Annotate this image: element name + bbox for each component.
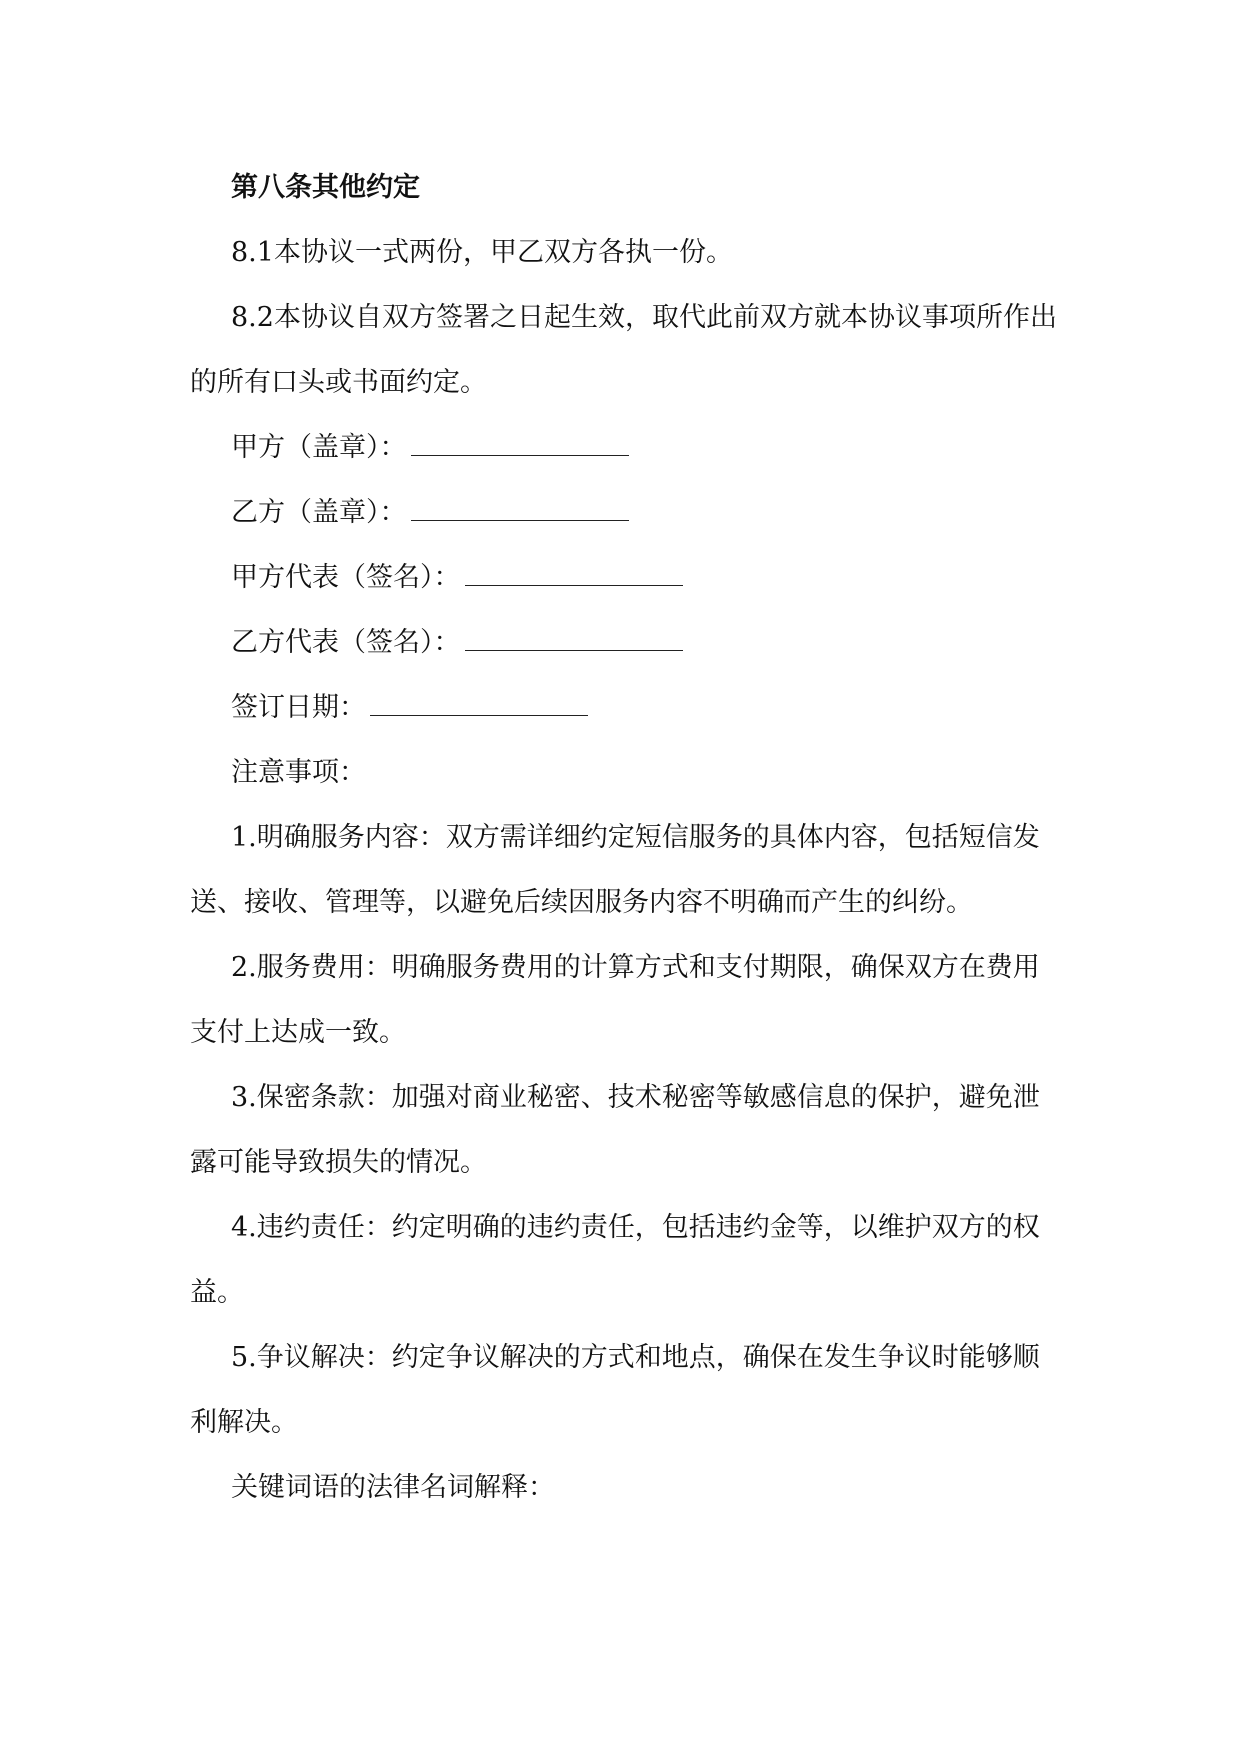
sign-date-row [190, 675, 1058, 740]
party-a-rep-label: 甲方代表（签名）： [231, 562, 461, 593]
party-b-rep-label: 乙方代表（签名）： [231, 627, 461, 658]
party-a-seal-row [190, 415, 1058, 480]
party-a-seal-blank [411, 433, 629, 456]
party-a-rep-blank [465, 563, 683, 586]
party-a-rep-row [190, 545, 1058, 610]
note-item-4: 4.违约责任：约定明确的违约责任，包括违约金等，以维护双方的权益。 [190, 1212, 1040, 1308]
note-item-2: 2.服务费用：明确服务费用的计算方式和支付期限，确保双方在费用支付上达成一致。 [190, 952, 1040, 1048]
clause-8-1: 8.1本协议一式两份，甲乙双方各执一份。 [231, 237, 733, 268]
note-item-5: 5.争议解决：约定争议解决的方式和地点，确保在发生争议时能够顺利解决。 [190, 1342, 1040, 1438]
clause-8-2: 8.2本协议自双方签署之日起生效，取代此前双方就本协议事项所作出的所有口头或书面约定。 [190, 302, 1057, 398]
note-item-1: 1.明确服务内容：双方需详细约定短信服务的具体内容，包括短信发送、接收、管理等，以避免后续因服务内容不明确而产生的纠纷。 [190, 822, 1040, 918]
sign-date-label: 签订日期： [231, 692, 366, 723]
notes-title: 注意事项： [231, 757, 366, 788]
party-b-seal-blank [411, 498, 629, 521]
party-b-rep-row [190, 610, 1058, 675]
sign-date-blank [370, 693, 588, 716]
note-item-3: 3.保密条款：加强对商业秘密、技术秘密等敏感信息的保护，避免泄露可能导致损失的情况。 [190, 1082, 1040, 1178]
party-b-seal-row [190, 480, 1058, 545]
glossary-title: 关键词语的法律名词解释： [231, 1472, 555, 1503]
document-page [190, 155, 1058, 1520]
section-heading: 第八条其他约定 [231, 172, 420, 203]
party-b-rep-blank [465, 628, 683, 651]
party-a-seal-label: 甲方（盖章）： [231, 432, 407, 463]
party-b-seal-label: 乙方（盖章）： [231, 497, 407, 528]
